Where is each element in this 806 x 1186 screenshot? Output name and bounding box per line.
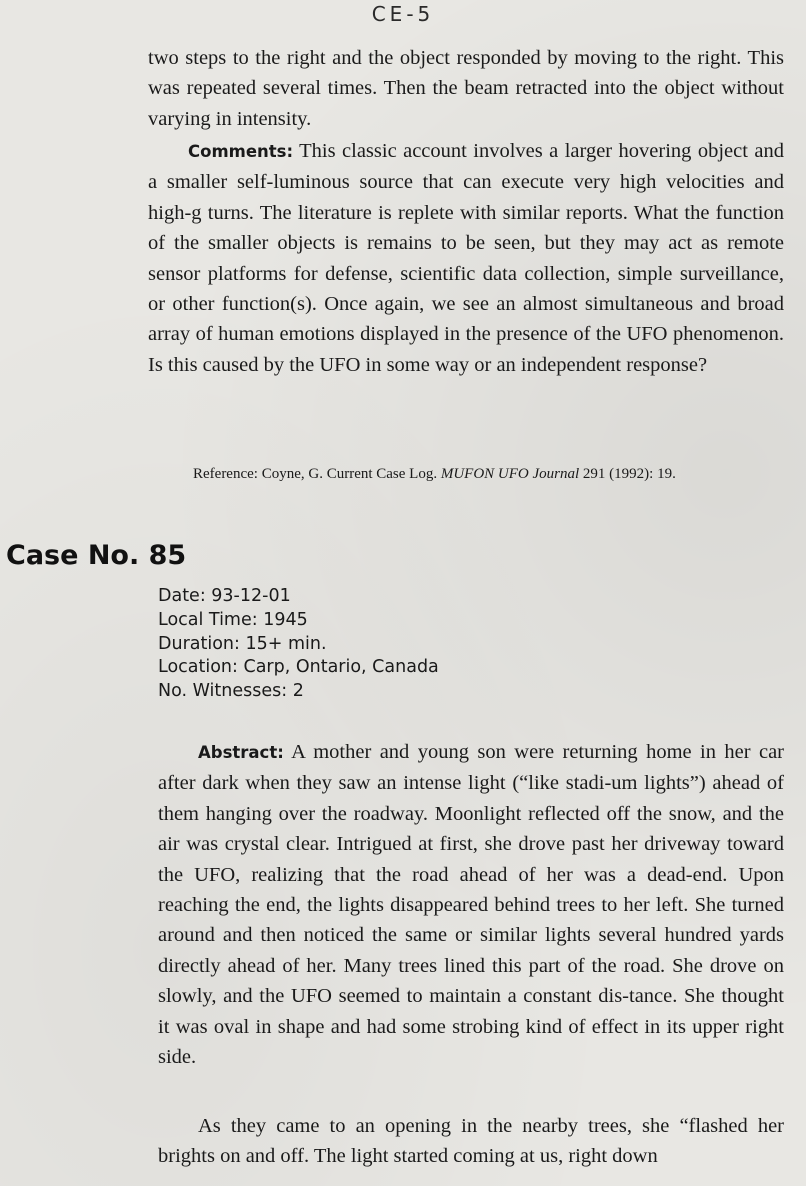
- abstract-text: A mother and young son were returning home in her car after dark when they saw an intense light (“like stadi-um lights”) ahead of them hanging over the roadway. Moonlight reflected off the snow, and the air was crystal clear. Intrigued at first, she drove past her driveway toward the UFO, realizing that the road ahead of her was a dead-end. Upon reaching the end, the lights disappeared behind trees to her left. She turned around and then noticed the same or similar lights several hundred yards directly ahead of her. Many trees lined this part of the road. She drove on slowly, and the UFO seemed to maintain a constant dis-tance. She thought it was oval in shape and had some strobing kind of effect in its upper right side.: [158, 741, 785, 1069]
- case-details: [158, 585, 439, 704]
- comments-paragraph: [148, 136, 784, 380]
- case-witnesses: No. Witnesses: 2: [158, 681, 304, 702]
- abstract-paragraph: [158, 737, 784, 1072]
- reference-suffix: 291 (1992): 19.: [579, 466, 676, 482]
- case-duration: Duration: 15+ min.: [158, 633, 327, 654]
- page-header-code: CE-5: [371, 2, 435, 26]
- case-location: Location: Carp, Ontario, Canada: [158, 657, 439, 678]
- comments-label: Comments:: [188, 142, 294, 161]
- case-local-time: Local Time: 1945: [158, 609, 308, 630]
- comments-text: This classic account involves a larger hovering object and a smaller self-luminous source that can execute very high velocities and high-g turns. The literature is replete with similar reports. What the function of the smaller objects is remains to be seen, but they may act as remote sensor platforms for defense, scientific data collection, simple surveillance, or other function(s). Once again, we see an almost simultaneous and broad array of human emotions displayed in the presence of the UFO phenomenon. Is this caused by the UFO in some way or an independent response?: [148, 140, 784, 376]
- final-paragraph: As they came to an opening in the nearby trees, she “flashed her brights on and off. The light started coming at us, right down: [158, 1115, 784, 1168]
- reference-citation: [193, 466, 793, 483]
- reference-journal: MUFON UFO Journal: [440, 466, 580, 482]
- paragraph-continuation: two steps to the right and the object responded by moving to the right. This was repeated several times. Then the beam retracted into the object without varying in intensity.: [148, 47, 784, 130]
- case-title: Case No. 85: [6, 540, 187, 571]
- reference-prefix: Reference: Coyne, G. Current Case Log.: [193, 466, 441, 482]
- case-date: Date: 93-12-01: [158, 586, 291, 606]
- abstract-label: Abstract:: [198, 743, 284, 762]
